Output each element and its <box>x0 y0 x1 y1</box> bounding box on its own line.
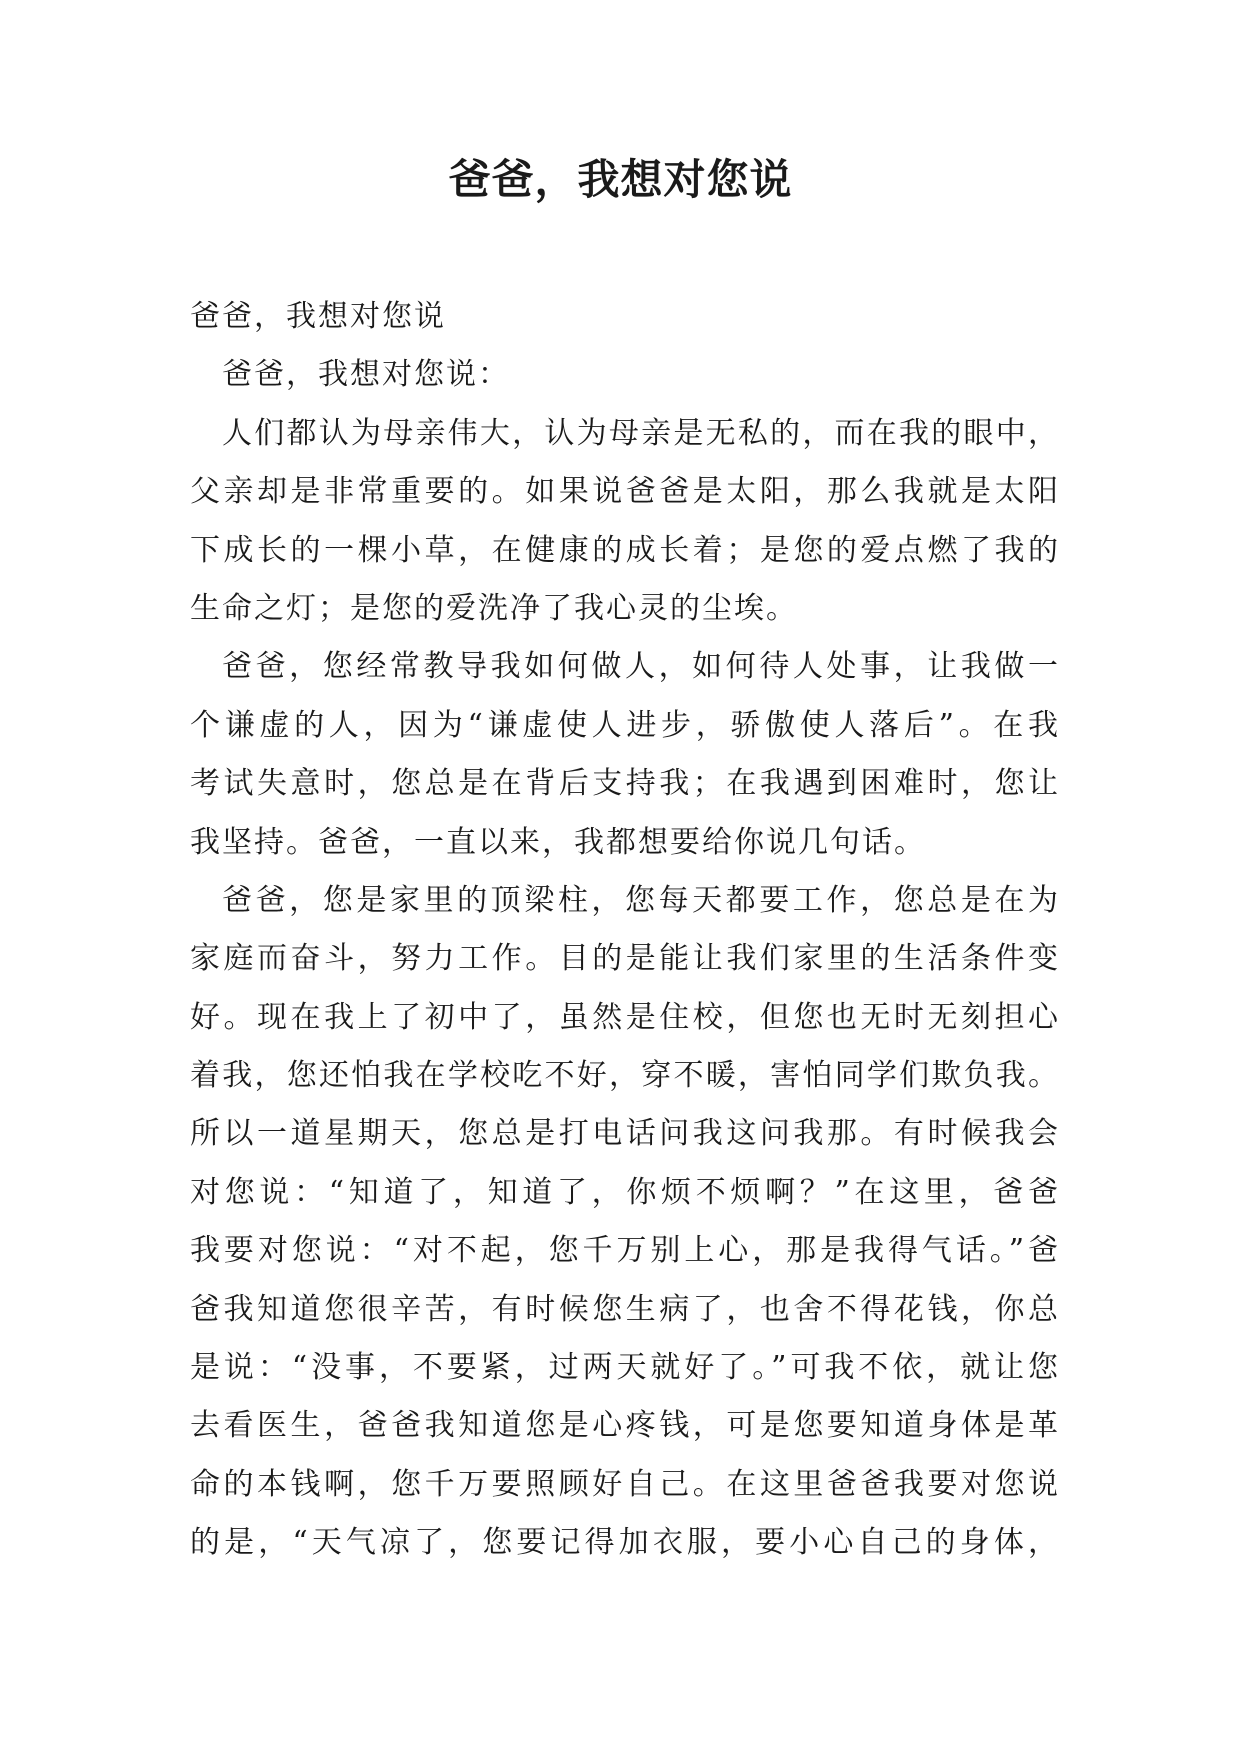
text-line: 爸爸，我想对您说： <box>222 357 510 393</box>
document-title: 爸爸，我想对您说 <box>448 155 793 204</box>
document-body <box>190 288 1060 1573</box>
text-line: 爸爸，您经常教导我如何做人，如何待人处事，让我做一 <box>222 649 1060 685</box>
text-line: 着我，您还怕我在学校吃不好，穿不暖，害怕同学们欺负我。 <box>190 1058 1060 1094</box>
text-line: 个谦虚的人，因为“谦虚使人进步，骄傲使人落后”。在我 <box>190 707 1060 743</box>
text-line: 生命之灯；是您的爱洗净了我心灵的尘埃。 <box>190 590 798 626</box>
text-line: 是说：“没事，不要紧，过两天就好了。”可我不依，就让您 <box>190 1350 1060 1386</box>
text-line: 爸爸，您是家里的顶梁柱，您每天都要工作，您总是在为 <box>222 882 1060 918</box>
text-line: 所以一道星期天，您总是打电话问我这问我那。有时候我会 <box>190 1116 1060 1152</box>
text-line: 父亲却是非常重要的。如果说爸爸是太阳，那么我就是太阳 <box>190 474 1060 510</box>
text-line: 我坚持。爸爸，一直以来，我都想要给你说几句话。 <box>190 824 926 860</box>
text-line: 我要对您说：“对不起，您千万别上心，那是我得气话。”爸 <box>190 1233 1060 1269</box>
text-line: 家庭而奋斗，努力工作。目的是能让我们家里的生活条件变 <box>190 941 1060 977</box>
text-line: 去看医生，爸爸我知道您是心疼钱，可是您要知道身体是革 <box>190 1408 1060 1444</box>
text-line: 的是，“天气凉了，您要记得加衣服，要小心自己的身体， <box>190 1525 1060 1561</box>
text-line: 考试失意时，您总是在背后支持我；在我遇到困难时，您让 <box>190 766 1060 802</box>
text-line: 人们都认为母亲伟大，认为母亲是无私的，而在我的眼中， <box>222 415 1060 451</box>
text-line: 爸我知道您很辛苦，有时候您生病了，也舍不得花钱，你总 <box>190 1291 1060 1327</box>
text-line: 下成长的一棵小草，在健康的成长着；是您的爱点燃了我的 <box>190 532 1060 568</box>
text-line: 对您说：“知道了，知道了，你烦不烦啊？”在这里，爸爸 <box>190 1174 1060 1210</box>
text-line: 爸爸，我想对您说 <box>190 299 446 334</box>
text-line: 好。现在我上了初中了，虽然是住校，但您也无时无刻担心 <box>190 999 1060 1035</box>
text-line: 命的本钱啊，您千万要照顾好自己。在这里爸爸我要对您说 <box>190 1466 1060 1502</box>
